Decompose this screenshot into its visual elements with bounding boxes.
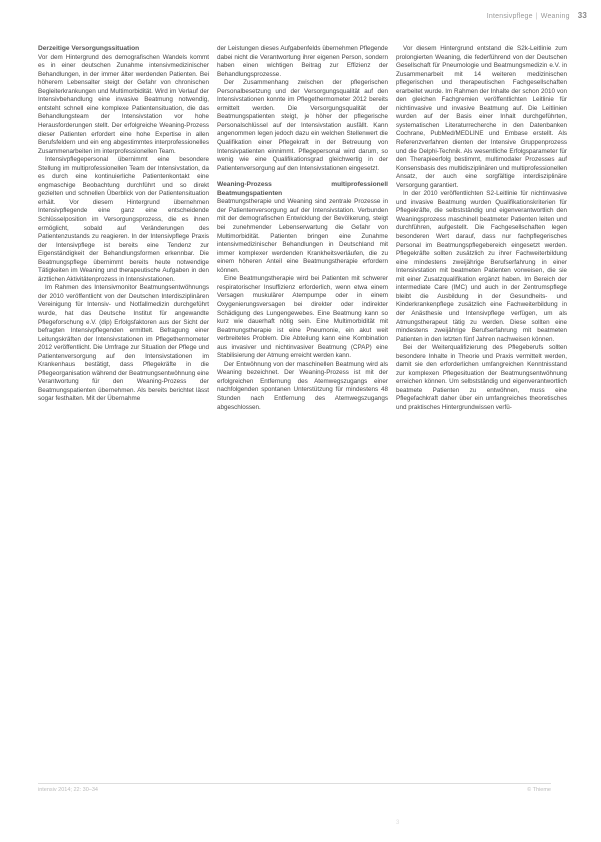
scan-mark: 3 (396, 820, 400, 826)
paragraph: Der Zusammenhang zwischen der pflegerischen Personalbesetzung und der Versorgungsqualität auf den Intensivstationen konnte im Pflegethermometer 2012 bereits ermittelt werden. Die Versorgungsqualität der Beatmungspatienten steigt, je höher der pflegerische Personalschlüssel auf der Intensivstation ausfällt. Kann angenommen legen jedoch dazu ein welchen Stellenwert die Qualifikation einer Pflegekraft in der Betreuung von Intensivpatienten einnimmt. Pflegepersonal wird darum, so wenig wie eine Qualifikationsgrad gleichwertig in der Patientenversorgung auf den Intensivstationen eingesetzt. (217, 79, 388, 172)
header-topic: Weaning (540, 13, 570, 20)
text-column-2 (217, 45, 388, 412)
paragraph: Der Entwöhnung von der maschinellen Beatmung wird als Weaning bezeichnet. Der Weaning-Prozess ist mit der erfolgreichen Entfernung des Atemwegszugangs einer nachfolgenden spontanen Unterstützung für mindestens 48 Stunden nach Entfernung des Atemwegszugangs abgeschlossen. (217, 360, 388, 411)
page-number: 33 (577, 11, 587, 20)
paragraph: Vor dem Hintergrund des demografischen Wandels kommt es in einer deutschen Zunahme intensivmedizinischer Behandlungen, in der immer älter werdenden Patienten. Bei höherem Lebensalter steigt der Gefahr von chronischen Begleiterkrankungen und Multimorbidität. Wird im Verlauf der Intensivbehandlung eine invasive Beatmung notwendig, entsteht schnell eine komplexe Patientensituation, die das Behandlungsteam der Intensivstation vor hohe Herausforderungen stellt. Der erfolgreiche Weaning-Prozess dieser Patienten erfordert eine hohe Expertise in allen Berufsfeldern und ein eng abgestimmtes interprofessionelles Zusammenarbeiten im interprofessionellen Team. (38, 53, 209, 155)
paragraph: der Leistungen dieses Aufgabenfelds übernehmen Pflegende dabei nicht die Verantwortung ihrer eigenen Person, sondern haben einen wichtigen Beitrag zur Effizienz der Behandlungsprozesse. (217, 45, 388, 78)
header-separator: | (535, 13, 538, 20)
paragraph: Eine Beatmungstherapie wird bei Patienten mit schwerer respiratorischer Insuffizienz erforderlich, wenn etwa einem Versagen muskulärer Atempumpe oder in einem Oxygenierungsversagen bei direkter oder indirekter Schädigung des Lungengewebes. Eine Beatmung kann so kurz wie dauerhaft nötig sein. Eine Multimorbidität mit Beatmungstherapie ist eine Pneumonie, ein akut weit verbreitetes Problem. Die Abteilung kann eine Kombination aus invasiver und nichtinvasiver Beatmung (CPAP) eine Stabilisierung der Atmung erreicht werden kann. (217, 275, 388, 360)
text-column-1 (38, 45, 209, 404)
running-header (487, 11, 587, 20)
paragraph: Beatmungstherapie und Weaning sind zentrale Prozesse in der Patientenversorgung auf der Intensivstation. Verbunden mit der demografischen Entwicklung der Bevölkerung, steigt bei zunehmender Lebenserwartung die Gefahr von Multimorbidität. Patienten bringen eine Zunahme intensivmedizinischer Behandlungen in Deutschland mit immer komplexer werdenden Krankheitsverläufen, die zu einem höheren Anteil eine Beatmungstherapie erfordern können. (217, 198, 388, 274)
paragraph: Im Rahmen des Intensivmonitor Beatmungsentwöhnungs der 2010 veröffentlicht von der Deutschen Interdisziplinären Vereinigung für Intensiv- und Notfallmedizin durchgeführt wurde, hat das Deutsche Institut für angewandte Pflegeforschung e.V. (dip) Erfolgsfaktoren aus der Sicht der befragten Intensivpflegenden ermittelt. Befragung einer Leitungskräften der Intensivstationen im Pflegethermometer 2012 veröffentlicht. Die Umfrage zur Situation der Pflege und Patientenversorgung auf den Intensivstationen im Krankenhaus bestätigt, dass Pflegekräfte in die Pflegeorganisation während der Beatmungsentwöhnung eine Verantwortung für den Weaning-Prozess der Beatmungspatienten übernehmen. Als bereits berichtet lässt sogar festhalten. Mit der Übernahme (38, 284, 209, 403)
section-heading: Weaning-Prozess multiprofessionell Beatmungspatienten (217, 181, 388, 197)
paragraph: Intensivpflegepersonal übernimmt eine besondere Stellung im multiprofessionellen Team der Intensivstation, da es durch eine kontinuierliche Patientenkontakt eine engmaschige Beobachtung durchführt und so direkt gezielten und schnellen Überblick von der Patientensituation erhält. Vor diesem Hintergrund übernehmen Intensivpflegende eine ganz eine entscheidende Schlüsselposition im Versorgungsprozess, die es ihnen ermöglicht, sobald auf Veränderungen des Patientenzustands zu reagieren. In der Intensivpflege Praxis der Intensivpflege ist bereits eine Tendenz zur Eigenständigkeit der Behandlungsformen erkennbar. Die Beatmungspflege übernimmt bereits heute notwendige Tätigkeiten im Weaning und therapeutische Aufgaben in den ärztlichen Aktivitätenprozess in Intensivstationen. (38, 156, 209, 283)
footer-citation: intensiv 2014; 22: 30–34 (38, 787, 98, 793)
text-column-3 (396, 45, 567, 413)
paragraph: Vor diesem Hintergrund entstand die S2k-Leitlinie zum prolongierten Weaning, die federführend von der Deutschen Gesellschaft für Pneumologie und Beatmungsmedizin e.V. in Zusammenarbeit mit 14 weiteren medizinischen pflegerischen und therapeutischen Fachgesellschaften erarbeitet wurde. Im Rahmen der Inhalte der schon 2010 von den gleichen Fachgremien veröffentlichten Leitlinie für nichtinvasive und invasive Beatmung auf. Die Leitlinien wurden auf der Basis einer Inhalt durchgeführten, systematischen Literaturrecherche in den Datenbanken Cochrane, PubMed/MEDLINE und Embase erstellt. Als Referenzverfahren dienten der Intensive Gruppenprozess und die Delphi-Technik. Als wesentliche Erfolgsparameter für den Therapieerfolg bestimmt, multimodaler Prozesses auf Konsensbasis des multidisziplinären und multiprofessionellen Ansatz, der auch eine sorgfältige interdisziplinäre Versorgung garantiert. (396, 45, 567, 189)
paragraph: In der 2010 veröffentlichten S2-Leitlinie für nichtinvasive und invasive Beatmung wurden Qualifikationskriterien für Pflegekräfte, die selbstständig und eigenverantwortlich den Weaningsprozess maschinell beatmeter Patienten leiten und durchführen, aufgestellt. Die Fachgesellschaften legen besonderen Wert darauf, dass nur fachpflegerisches Personal im Beatmungspflegebereich eingesetzt werden. Pflegekräfte sollten zusätzlich zu ihrer Fachweiterbildung eine mindestens zweijährige Berufserfahrung in einer Intensivstation mit beatmeten Patienten vorweisen, die sie mit einer Zusatzqualifikation ergänzt haben. Im Bereich der intermediate Care (IMC) und auch in der Zentrumspflege bleibt die Ausbildung in der Gesundheits- und Kinderkrankenpflege zusätzlich eine Fachweiterbildung in der Anästhesie und Intensivpflege verfügen, um als Atmungstherapeut tätig zu werden. Diese sollten eine mindestens zweijährige Berufserfahrung mit beatmeten Patienten in den letzten fünf Jahren nachweisen können. (396, 190, 567, 343)
page-footer (38, 783, 551, 793)
header-section: Intensivpflege (486, 13, 533, 20)
section-heading: Derzeitige Versorgungssituation (38, 45, 140, 52)
footer-publisher: © Thieme (527, 787, 551, 793)
paragraph: Bei der Weiterqualifizierung des Pflegeberufs sollten besondere Inhalte in Theorie und Praxis vermittelt werden, damit sie den erforderlichen umfangreichen Kenntnisstand zur komplexen Pflegesituation der Beatmungsentwöhnung erreichen können. Um selbstständig und eigenverantwortlich beatmete Patienten zu entwöhnen, muss eine Pflegefachkraft daher über ein umfangreiches theoretisches und praktisches Hintergrundwissen verfü- (396, 344, 567, 411)
